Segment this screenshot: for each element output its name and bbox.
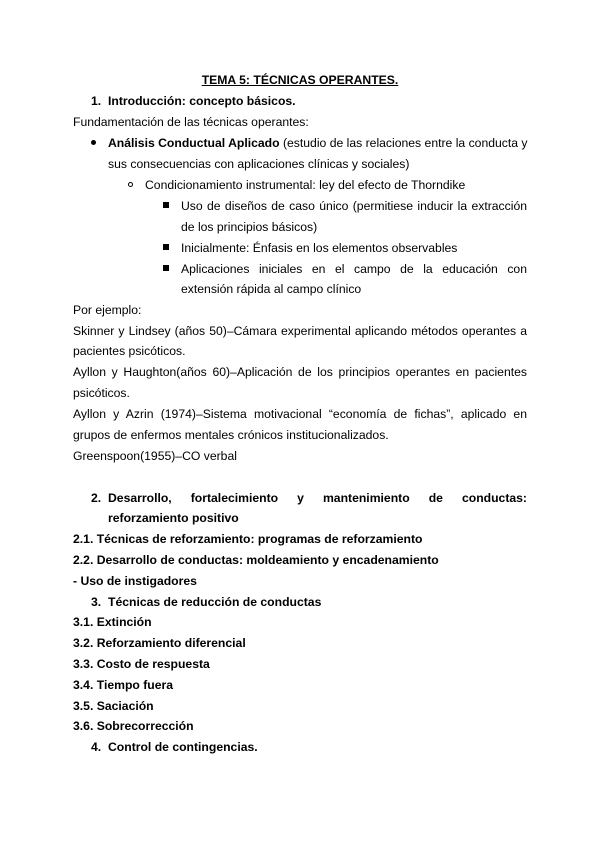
sq1-line-2: de los principios básicos) [181,220,318,234]
sq1-line-1: Uso de diseños de caso único (permitiese inducir la extracción [181,199,527,213]
aca-bold: Análisis Conductual Aplicado [108,136,280,150]
square-bullet-icon [163,244,169,250]
section-1-number: 1. [91,94,102,108]
fundamentacion-text: Fundamentación de las técnicas operantes: [73,115,309,129]
disc-bullet-icon [91,140,96,145]
section-4-heading: Control de contingencias. [108,740,258,754]
example-4: Greenspoon(1955)–CO verbal [73,449,237,463]
subsection-2-1: 2.1. Técnicas de reforzamiento: programas de reforzamiento [73,532,423,546]
condicionamiento-text: Condicionamiento instrumental: ley del efecto de Thorndike [145,178,466,192]
circle-bullet-icon [128,182,133,187]
section-4-number: 4. [91,740,102,754]
aca-rest: (estudio de las relaciones entre la conducta y [279,136,528,150]
section-3-number: 3. [91,595,102,609]
square-bullet-icon [163,202,169,208]
example-1-line-1: Skinner y Lindsey (años 50)–Cámara experimental aplicando métodos operantes a [73,324,527,338]
section-2-heading-line-2: reforzamiento positivo [108,511,239,525]
example-3-line-1: Ayllon y Azrin (1974)–Sistema motivacional “economía de fichas”, aplicado en [73,407,527,421]
square-bullet-icon [163,265,169,271]
subsection-3-3: 3.3. Costo de respuesta [73,657,210,671]
example-2-line-1: Ayllon y Haughton(años 60)–Aplicación de los principios operantes en pacientes [73,365,527,379]
section-2-heading-line-1: Desarrollo, fortalecimiento y mantenimiento de conductas: [108,491,527,505]
sq2-text: Inicialmente: Énfasis en los elementos observables [181,241,458,255]
example-3-line-2: grupos de enfermos mentales crónicos institucionalizados. [73,428,389,442]
subsection-2-2: 2.2. Desarrollo de conductas: moldeamiento y encadenamiento [73,553,439,567]
page-title: TEMA 5: TÉCNICAS OPERANTES. [201,73,399,87]
subsection-3-1: 3.1. Extinción [73,615,152,629]
example-1-line-2: pacientes psicóticos. [73,344,186,358]
subsection-3-2: 3.2. Reforzamiento diferencial [73,636,246,650]
example-2-line-2: psicóticos. [73,386,130,400]
por-ejemplo: Por ejemplo: [73,303,142,317]
section-3-heading: Técnicas de reducción de conductas [108,595,322,609]
subsection-3-6: 3.6. Sobrecorrección [73,719,194,733]
subsection-3-5: 3.5. Saciación [73,699,154,713]
aca-line-2: sus consecuencias con aplicaciones clínicas y sociales) [108,157,410,171]
aca-line-1 [108,135,528,151]
section-1-heading: Introducción: concepto básicos. [108,94,296,108]
subsection-3-4: 3.4. Tiempo fuera [73,678,174,692]
section-2-number: 2. [91,491,102,505]
sq3-line-1: Aplicaciones iniciales en el campo de la educación con [181,262,527,276]
instigadores-item: - Uso de instigadores [73,574,197,588]
sq3-line-2: extensión rápida al campo clínico [181,282,362,296]
